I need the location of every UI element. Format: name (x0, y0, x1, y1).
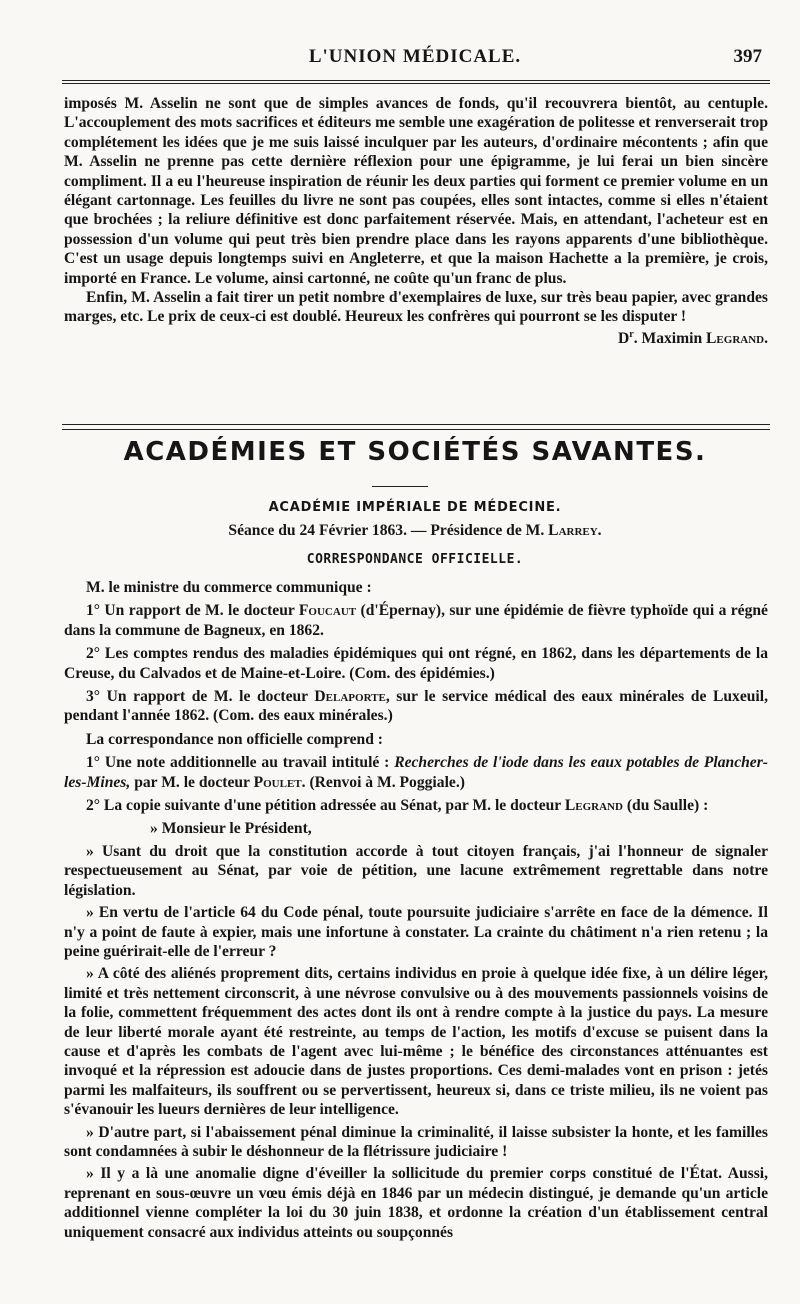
section-divider (62, 424, 770, 430)
session-line (60, 522, 770, 540)
header-rule-2 (62, 83, 770, 84)
note-1-text-a: 1° Une note additionnelle au travail intitulé : (86, 754, 390, 772)
signature-surname: Legrand. (706, 330, 768, 348)
item-1 (64, 601, 768, 640)
page-header (60, 46, 770, 76)
review-paragraph-2: Enfin, M. Asselin a fait tirer un petit nombre d'exemplaires de luxe, sur très beau papier, avec grandes marges, etc. Le prix de ceux-ci est doublé. Heureux les confrères qui pourront se les disputer ! (64, 289, 768, 326)
petition-paragraph-3: » A côté des aliénés proprement dits, certains individus en proie à quelque idée fixe, à un délire léger, limité et très nettement circonscrit, à une névrose convulsive ou à des mouvements passionnels voisins de la folie, commettent fréquemment des actes dont ils ont à rendre compte à la justice du pays. La mesure de leur liberté morale ayant été restreinte, au temps de l'action, les motifs d'excuse se puisent dans la cause et d'après les combats de l'agent avec lui-même ; le bénéfice des circonstances atténuantes est invoqué et la répression est adoucie dans de justes proportions. Ces demi-malades vont en prison : jetés parmi les malfaiteurs, ils souffrent ou se pervertissent, heureux si, dans ce triste milieu, ils ne voient pas s'évanouir les lueurs dernières de leur intelligence. (64, 965, 768, 1119)
petition-paragraph-2: » En vertu de l'article 64 du Code pénal, toute poursuite judiciaire s'arrête en face de la démence. Il n'y a point de faute à expier, mais une infortune à constater. La crainte du châtiment n'a rien retenu ; la peine guérirait-elle de l'erreur ? (64, 904, 768, 960)
item-2: 2° Les comptes rendus des maladies épidémiques qui ont régné, en 1862, dans les départements de la Creuse, du Calvados et de Maine-et-Loire. (Com. des épidémies.) (64, 645, 768, 682)
signature-first-name: Maximin (641, 330, 703, 348)
review-article (64, 94, 768, 348)
item-1-text-b: (d'Épernay), sur une épidémie de fièvre typhoïde qui a régné dans la commune de Bagneux, en 1862. (64, 602, 768, 639)
page-number: 397 (733, 46, 762, 67)
note-2-name: Legrand (564, 797, 623, 815)
note-2 (64, 796, 768, 815)
academy-title: ACADÉMIE IMPÉRIALE DE MÉDECINE. (268, 500, 562, 515)
item-3 (64, 687, 768, 726)
item-3-name: Delaporte (314, 688, 386, 706)
note-1 (64, 753, 768, 792)
item-1-name: Foucaut (298, 602, 357, 620)
session-prefix: Séance du 24 Février 1863. — Présidence de M. (228, 522, 545, 539)
note-2-text-b: (du Saulle) : (626, 797, 709, 815)
item-3-text-b: , sur le service médical des eaux minérales de Luxeuil, pendant l'année 1862. (Com. des eaux minérales.) (64, 688, 768, 725)
section-title: ACADÉMIES ET SOCIÉTÉS SAVANTES. (123, 437, 707, 467)
review-paragraph-1: imposés M. Asselin ne sont que de simples avances de fonds, qu'il recouvrera bientôt, au centuple. L'accouplement des mots sacrifices et éditeurs me semble une exagération de politesse et renverserait trop complétement les idées que je me suis laissé inculquer par les auteurs, d'ordinaire mécontents ; afin que M. Asselin ne prenne pas cette dernière réflexion pour une épigramme, je lui ferai un bien sincère compliment. Il a eu l'heureuse inspiration de réunir les deux parties qui forment ce premier volume en un élégant cartonnage. Les feuilles du livre ne sont pas coupées, elles sont intactes, comme si elles n'étaient que brochées ; la reliure définitive est donc parfaitement réservée. Mais, en attendant, l'acheteur est en possession d'un volume qui peut très bien prendre place dans les rayons apparents d'une bibliothèque. C'est un usage depuis longtemps suivi en Angleterre, et que la maison Hachette a la première, je crois, importé en France. Le volume, ainsi cartonné, ne coûte qu'un franc de plus. (64, 95, 768, 287)
note-1-text-b: par M. le docteur (134, 773, 250, 791)
note-2-text-a: 2° La copie suivante d'une pétition adressée au Sénat, par M. le docteur (86, 797, 561, 815)
signature-sup: r (629, 328, 634, 340)
signature-prefix: D (617, 330, 630, 348)
correspondence-title: CORRESPONDANCE OFFICIELLE. (306, 552, 524, 567)
item-3-text-a: 3° Un rapport de M. le docteur (86, 688, 308, 706)
item-1-text-a: 1° Un rapport de M. le docteur (86, 602, 295, 620)
review-signature: $D^r$. Maximin Legrand. (617, 328, 768, 348)
note-1-title: Recherches de l'iode dans les eaux potables de Plancher-les-Mines, (64, 754, 768, 791)
section-title-rule (372, 486, 428, 487)
header-rule (62, 80, 770, 81)
note-1-text-c: (Renvoi à M. Poggiale.) (309, 773, 465, 791)
minister-line: M. le ministre du commerce communique : (86, 579, 372, 596)
note-1-name: Poulet. (253, 773, 306, 791)
session-president: Larrey. (548, 522, 602, 539)
petition-salutation: » Monsieur le Président, (150, 820, 312, 838)
proceedings-body (64, 578, 768, 1242)
petition-paragraph-4: » D'autre part, si l'abaissement pénal diminue la criminalité, il laisse subsister la honte, et les familles sont condamnées à subir le déshonneur de la flétrissure judiciaire ! (64, 1123, 768, 1160)
petition-paragraph-1: » Usant du droit que la constitution accorde à tout citoyen français, j'ai l'honneur de signaler respectueusement au Sénat, par voie de pétition, une lacune extrêmement regrettable dans notre législation. (64, 842, 768, 899)
petition-paragraph-5: » Il y a là une anomalie digne d'éveiller la sollicitude du premier corps constitué de l'État. Aussi, reprenant en sous-œuvre un vœu émis déjà en 1846 par un médecin distingué, je demande qu'un article additionnel vienne compléter la loi du 30 juin 1838, et ordonne la création d'un établissement central uniquement consacré aux individus atteints ou soupçonnés (64, 1165, 768, 1241)
running-title: L'UNION MÉDICALE. (308, 46, 522, 67)
non-official-line: La correspondance non officielle comprend : (86, 730, 383, 748)
